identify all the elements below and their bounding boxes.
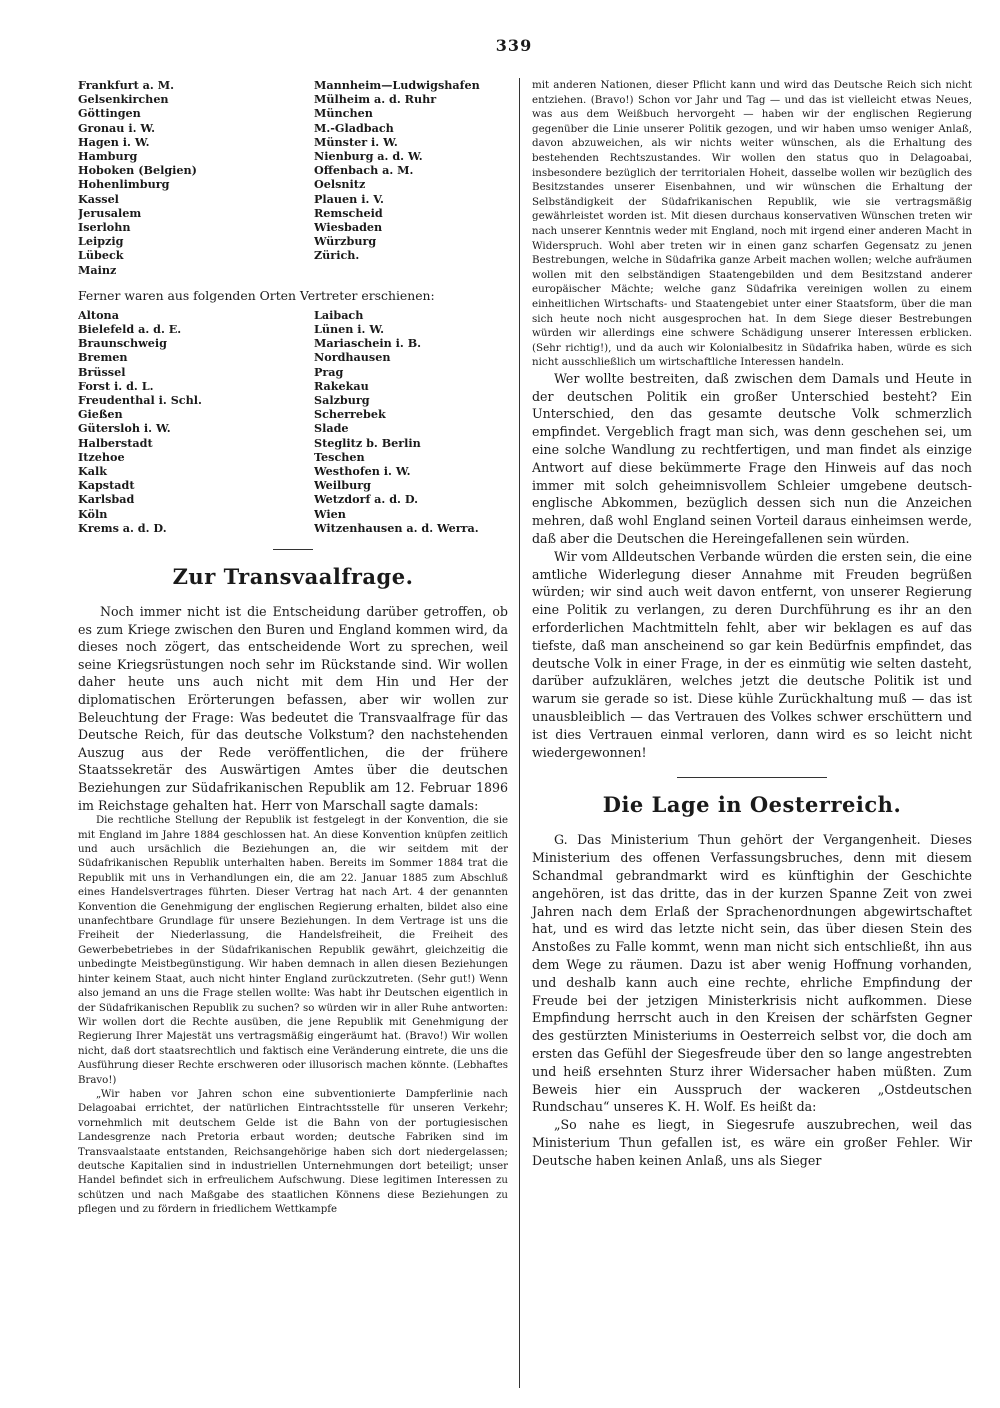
place-item: Forst i. d. L. bbox=[78, 378, 154, 393]
place-item: Kalk bbox=[78, 464, 107, 479]
place-item: Nordhausen bbox=[314, 350, 391, 365]
place-item: Itzehoe bbox=[78, 449, 125, 464]
quoted-speech: mit anderen Nationen, dieser Pflicht kann und wird das Deutsche Reich sich nicht entziehen. (Bravo!) Schon vor Jahr und Tag — und das ist vielleicht etwas Neues, was aus dem Weißbuch hervorgeht — haben wir der englischen Regierung gegenüber die Linie unserer Politik gezogen, und wir haben umso weniger Anlaß, davon abzuweichen, als wir nichts weiter wünschen, als die Erhaltung des bestehenden Rechtszustandes. Wir wollen den status quo in Delagoabai, insbesondere bezüglich der territorialen Hoheit, dasselbe wollen wir bezüglich des Besitzstandes unserer Eisenbahnen, und wir wünschen die Erhaltung der Selbständigkeit der Südafrikanischen Republik, wie sie vertragsmäßig gewährleistet worden ist. Mit diesen durchaus konservativen Wünschen treten wir nach unserer Kenntnis weder mit England, noch mit irgend einer anderen Macht in Widerspruch. Wohl aber treten wir in einen ganz scharfen Gegensatz zu jenen Bestrebungen, welche in Südafrika ganze Arbeit machen wollen; welche aufräumen wollen mit den selbständigen Staatengebilden und dem Besitzstand anderer europäischer Mächte; welche ganz Südafrika vereinigen wollen zu einem einheitlichen Wirtschafts- und Staatengebiet unter einer Staatsform, über die man sich heute noch nicht ausgesprochen hat. In dem Siege dieser Bestrebungen würden wir allerdings eine schwere Schädigung unserer Interessen erblicken. (Sehr richtig!), und da auch wir Kolonialbesitz in Südafrika haben, würde es sich nicht ausschließlich um wirtschaftliche Interessen handeln. bbox=[532, 79, 972, 369]
place-item: Münster i. W. bbox=[314, 134, 398, 149]
place-item: Mülheim a. d. Ruhr bbox=[314, 92, 437, 107]
place-item: Scherrebek bbox=[314, 407, 386, 422]
right-column bbox=[532, 78, 972, 1170]
column-divider bbox=[519, 78, 520, 1388]
place-item: Slade bbox=[314, 421, 349, 436]
place-item: Laibach bbox=[314, 307, 364, 322]
place-item: Wiesbaden bbox=[314, 220, 383, 235]
place-item: Mainz bbox=[78, 262, 117, 277]
places-list-2 bbox=[78, 308, 508, 535]
place-item: Halberstadt bbox=[78, 435, 153, 450]
place-item: Leipzig bbox=[78, 234, 124, 249]
place-item: Göttingen bbox=[78, 106, 141, 121]
place-item: Hohenlimburg bbox=[78, 177, 170, 192]
place-item: Oelsnitz bbox=[314, 177, 366, 192]
place-item: Gießen bbox=[78, 407, 123, 422]
place-item: Mannheim—Ludwigshafen bbox=[314, 78, 480, 92]
place-item: Wetzdorf a. d. D. bbox=[314, 492, 419, 507]
place-item: Gütersloh i. W. bbox=[78, 421, 171, 436]
article-paragraph: „So nahe es liegt, in Siegesrufe auszubrechen, weil das Ministerium Thun gefallen ist, es wäre ein großer Fehler. Wir Deutsche haben keinen Anlaß, uns als Sieger bbox=[532, 1117, 972, 1168]
place-item: M.-Gladbach bbox=[314, 120, 394, 135]
place-item: Köln bbox=[78, 506, 108, 521]
place-item: Lübeck bbox=[78, 248, 124, 263]
page-number: 339 bbox=[495, 36, 533, 55]
place-item: Jerusalem bbox=[78, 205, 142, 220]
article-title: Zur Transvaalfrage. bbox=[172, 564, 414, 590]
place-item: Karlsbad bbox=[78, 492, 135, 507]
place-item: Würzburg bbox=[314, 234, 377, 249]
place-item: Remscheid bbox=[314, 205, 383, 220]
place-item: Gronau i. W. bbox=[78, 120, 156, 135]
place-item: Salzburg bbox=[314, 393, 370, 408]
place-item: Mariaschein i. B. bbox=[314, 336, 422, 351]
place-item: Rakekau bbox=[314, 378, 369, 393]
article-title: Die Lage in Oesterreich. bbox=[602, 792, 902, 818]
places-intro: Ferner waren aus folgenden Orten Vertreter erschienen: bbox=[78, 287, 435, 303]
place-item: Teschen bbox=[314, 449, 365, 464]
quoted-speech: Die rechtliche Stellung der Republik ist festgelegt in der Konvention, die sie mit England im Jahre 1884 geschlossen hat. An diese Konvention knüpfen zeitlich und auch ursächlich die Beziehungen an, die wir seitdem mit der Südafrikanischen Republik unterhalten haben. Bereits im Sommer 1884 trat die Republik mit uns in Verhandlungen ein, die am 22. Januar 1885 zum Abschluß eines Handelsvertrages führten. Dieser Vertrag hat nach Art. 4 der genannten Konvention die Genehmigung der englischen Regierung erhalten, bildet also eine unanfechtbare Grundlage für unsere Beziehungen. In dem Vertrage ist uns die Freiheit der Niederlassung, die Handelsfreiheit, die Freiheit des Gewerbebetriebes in der Südafrikanischen Republik gewährt, gleichzeitig die unbedingte Meistbegünstigung. Wir haben demnach in allen diesen Beziehungen hinter keinem Staat, auch nicht hinter England zurückzutreten. (Sehr gut!) Wenn also jemand an uns die Frage stellen wollte: Was habt ihr Deutschen eigentlich in der Südafrikanischen Republik zu suchen? so würden wir in aller Ruhe antworten: Wir wollen dort die Rechte ausüben, die jene Republik mit Genehmigung der Regierung Ihrer Majestät uns vertragsmäßig eingeräumt hat. (Bravo!) Wir wollen nicht, daß dort staatsrechtlich und faktisch eine Veränderung eintrete, die uns die Ausführung dieser Rechte erschweren oder illusorisch machen könnte. (Lebhaftes Bravo!) bbox=[78, 815, 508, 1086]
place-item: Prag bbox=[314, 364, 344, 379]
place-item: Iserlohn bbox=[78, 220, 131, 235]
article-paragraph: Wir vom Alldeutschen Verbande würden die ersten sein, die eine amtliche Widerlegung dieser Annahme mit Freuden begrüßen würden; wir sind auch weit davon entfernt, von unserer Regierung eine Politik zu verlangen, zu deren Durchführung es ihr an den erforderlichen Machtmitteln fehlt, aber wir beklagen es auf das tiefste, daß man anscheinend so gar kein Bedürfnis empfindet, das deutsche Volk in einer Frage, in der es einmütig wie selten dasteht, darüber aufzuklären, welches jetzt die deutsche Politik ist und warum sie gerade so ist. Diese kühle Zurückhaltung muß — das ist unausbleiblich — das Vertrauen des Volkes schwer erschüttern und ist dies Vertrauen einmal verloren, dann wird es so leicht nicht wiedergewonnen! bbox=[532, 548, 972, 760]
place-item: Zürich. bbox=[314, 248, 360, 263]
article-paragraph: Wer wollte bestreiten, daß zwischen dem Damals und Heute in der deutschen Politik ein großer Unterschied besteht? Ein Unterschied, den das gesamte deutsche Volk schmerzlich empfindet. Vergeblich fragt man sich, was denn geschehen sei, um eine solche Wandlung zu rechtfertigen, und man findet als einzige Antwort auf diese bekümmerte Frage den Hinweis auf das noch immer mit solch geheimnisvollem Schleier umgebene deutsch-englische Abkommen, bezüglich dessen sich nun die Anzeichen mehren, daß wohl England seinen Vorteil daraus einheimsen werde, daß aber die Deutschen die Hereingefallenen sein würden. bbox=[532, 370, 972, 547]
quoted-speech: „Wir haben vor Jahren schon eine subventionierte Dampferlinie nach Delagoabai errichtet, der natürlichen Eintrachtsstelle für unseren Verkehr; vornehmlich mit deutschem Gelde ist die Bahn von der portugiesischen Landesgrenze nach Pretoria erbaut worden; deutsche Fabriken sind im Transvaalstaate entstanden, Reichsangehörige haben sich dort niedergelassen; deutsche Kapitalien sind in industriellen Unternehmungen dort beteiligt; unser Handel befindet sich in erfreulichem Aufschwung. Diese legitimen Interessen zu schützen und nach Maßgabe des staatlichen Könnens diese Beziehungen zu pflegen und zu fördern in friedlichem Wettkampfe bbox=[78, 1088, 508, 1216]
place-item: Krems a. d. D. bbox=[78, 520, 167, 535]
place-item: München bbox=[314, 106, 373, 121]
place-item: Wien bbox=[314, 506, 346, 521]
place-item: Steglitz b. Berlin bbox=[314, 435, 421, 450]
place-item: Lünen i. W. bbox=[314, 322, 385, 337]
place-item: Bielefeld a. d. E. bbox=[78, 322, 182, 337]
place-item: Westhofen i. W. bbox=[314, 464, 411, 479]
place-item: Gelsenkirchen bbox=[78, 92, 169, 107]
section-divider bbox=[677, 777, 827, 778]
article-paragraph: Noch immer nicht ist die Entscheidung darüber getroffen, ob es zum Kriege zwischen den Buren und England kommen wird, da dieses noch zögert, das entscheidende Wort zu sprechen, weil seine Kriegsrüstungen noch sehr im Rückstande sind. Wir wollen daher heute uns auch nicht mit dem Hin und Her der diplomatischen Erörterungen befassen, aber wir wollen zur Beleuchtung der Frage: Was bedeutet die Transvaalfrage für das Deutsche Reich, für das deutsche Volkstum? den nachstehenden Auszug aus der Rede veröffentlichen, die der frühere Staatssekretär des Auswärtigen Amtes über die deutschen Beziehungen zur Südafrikanischen Republik am 12. Februar 1896 im Reichstage gehalten hat. Herr von Marschall sagte damals: bbox=[78, 604, 508, 813]
place-item: Hagen i. W. bbox=[78, 134, 150, 149]
place-item: Kassel bbox=[78, 191, 119, 206]
place-item: Plauen i. V. bbox=[314, 191, 384, 206]
place-item: Hoboken (Belgien) bbox=[78, 163, 197, 178]
place-item: Freudenthal i. Schl. bbox=[78, 393, 202, 408]
place-item: Witzenhausen a. d. Werra. bbox=[314, 520, 479, 535]
place-item: Altona bbox=[78, 307, 119, 322]
left-column bbox=[78, 78, 508, 1218]
places-list-1 bbox=[78, 78, 508, 277]
place-item: Weilburg bbox=[314, 478, 371, 493]
place-item: Kapstadt bbox=[78, 478, 135, 493]
place-item: Hamburg bbox=[78, 149, 138, 164]
article-paragraph: G. Das Ministerium Thun gehört der Vergangenheit. Dieses Ministerium des offenen Verfassungsbruches, denn mit diesem Schandmal gebrandmarkt wird es künftighin der Geschichte angehören, ist das dritte, das in der kurzen Spanne Zeit von zwei Jahren nach dem Erlaß der Sprachenordnungen abgewirtschaftet hat, und es wird das letzte nicht sein, das über diesen Stein des Anstoßes zu Falle kommt, wenn man nicht sich entschließt, ihn aus dem Wege zu räumen. Dazu ist aber wenig Hoffnung vorhanden, und deshalb kann auch eine rechte, ehrliche Empfindung der Freude bei der jetzigen Ministerkrisis nicht aufkommen. Diese Empfindung herrscht auch in den Kreisen der schärfsten Gegner des gestürzten Ministeriums in Oesterreich selbst vor, die doch am ersten das Gefühl der Siegesfreude über den so lange angestrebten und heiß ersehnten Sturz ihrer Widersacher haben müßten. Zum Beweis hier ein Ausspruch der wackeren „Ostdeutschen Rundschau“ unseres K. H. Wolf. Es heißt da: bbox=[532, 832, 972, 1115]
section-divider bbox=[273, 549, 313, 550]
place-item: Frankfurt a. M. bbox=[78, 78, 174, 92]
place-item: Nienburg a. d. W. bbox=[314, 149, 423, 164]
place-item: Braunschweig bbox=[78, 336, 167, 351]
place-item bbox=[314, 263, 508, 277]
place-item: Bremen bbox=[78, 350, 128, 365]
place-item: Offenbach a. M. bbox=[314, 163, 414, 178]
place-item: Brüssel bbox=[78, 364, 126, 379]
